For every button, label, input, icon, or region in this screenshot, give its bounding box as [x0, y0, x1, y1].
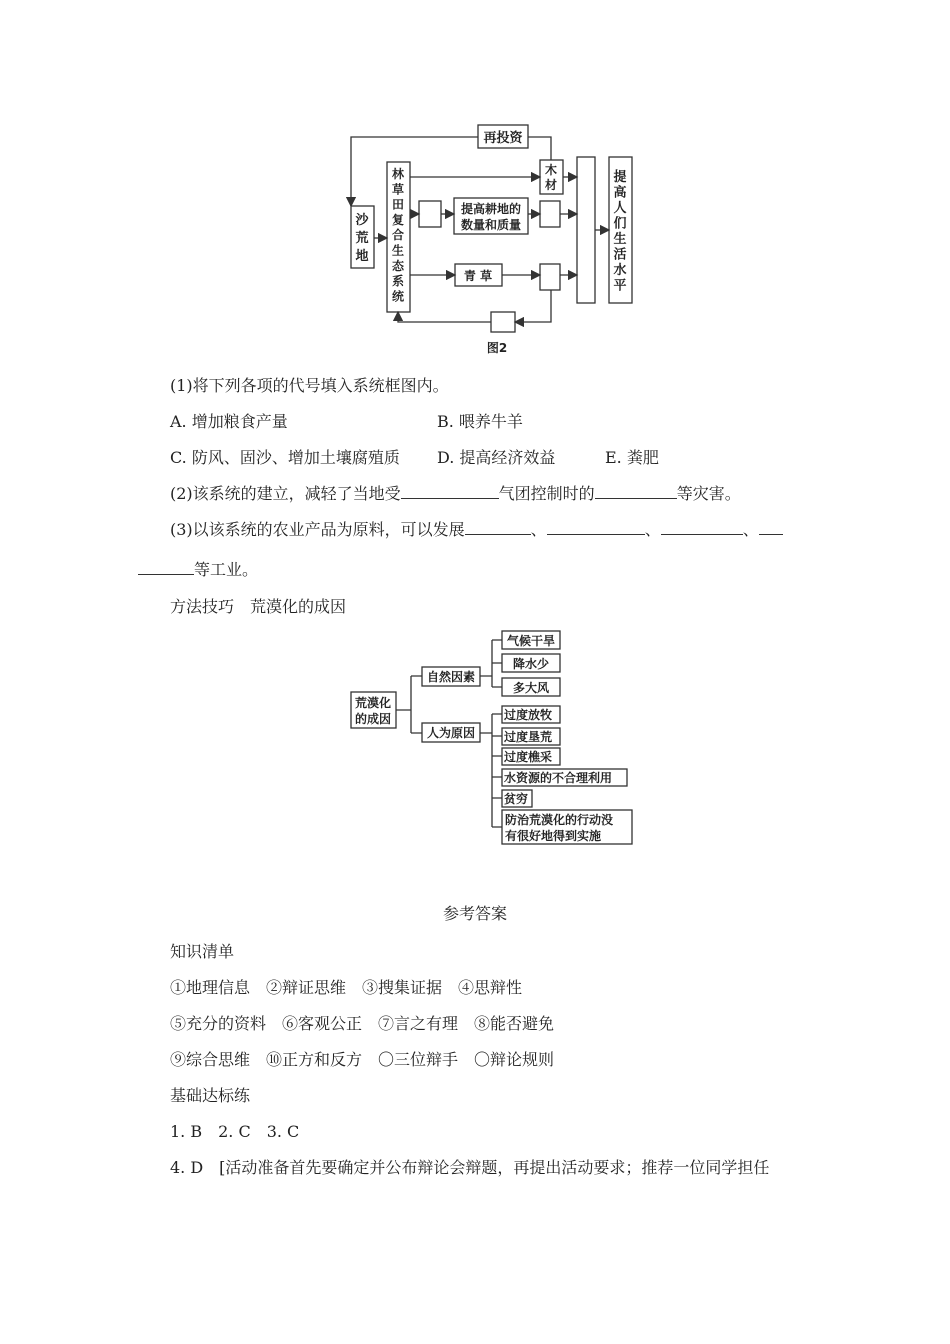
- root-line2: 的成因: [354, 712, 392, 726]
- q3-sep-1: 、: [530, 520, 547, 539]
- q1-text: (1)将下列各项的代号填入系统框图内。: [170, 376, 449, 395]
- svg-text:过度垦荒: 过度垦荒: [504, 730, 553, 744]
- answers-title: 参考答案: [442, 904, 507, 923]
- method-heading: 方法技巧 荒漠化的成因: [170, 597, 347, 616]
- sandland-label: 沙荒地: [355, 213, 369, 264]
- svg-text:气候干旱: 气候干旱: [506, 634, 556, 648]
- option-d: D. 提高经济效益: [437, 448, 556, 467]
- q3-part-a: (3)以该系统的农业产品为原料，可以发展: [170, 520, 465, 539]
- q3-line-2: [138, 560, 258, 580]
- q3-blank-3: [661, 520, 743, 535]
- option-c: C. 防风、固沙、增加土壤腐殖质: [170, 448, 400, 467]
- answer-1-3: 1. B 2. C 3. C: [170, 1122, 300, 1141]
- q2-part-a: (2)该系统的建立，减轻了当地受: [170, 484, 401, 503]
- answer-row-1: ①地理信息 ②辩证思维 ③搜集证据 ④思辩性: [170, 978, 523, 997]
- q2-line: [170, 484, 741, 504]
- natural-label: 自然因素: [426, 670, 476, 684]
- q3-sep-3: 、: [742, 520, 759, 539]
- option-b: B. 喂养牛羊: [437, 412, 523, 431]
- q3-blank-2: [547, 520, 645, 535]
- option-a: A. 增加粮食产量: [170, 412, 288, 431]
- q2-part-b: 气团控制时的: [498, 484, 595, 503]
- q3-end: 等工业。: [194, 560, 259, 579]
- svg-text:水资源的不合理利用: 水资源的不合理利用: [504, 771, 613, 785]
- q2-blank-2: [595, 484, 677, 499]
- q2-blank-1: [401, 484, 499, 499]
- improve-label: 提高人们生活水平: [613, 170, 627, 294]
- section-basic: 基础达标练: [170, 1086, 251, 1105]
- box4-to-system: [398, 312, 491, 322]
- figure2-caption: 图2: [486, 341, 508, 355]
- human-label: 人为原因: [426, 726, 476, 740]
- reinvest-label: 再投资: [483, 131, 523, 146]
- wood-label: 木材: [544, 163, 558, 192]
- svg-text:过度放牧: 过度放牧: [504, 708, 553, 722]
- farmland-line2: 数量和质量: [460, 218, 522, 232]
- svg-text:防治荒漠化的行动没: 防治荒漠化的行动没: [505, 813, 614, 827]
- empty-box-2: [540, 201, 560, 227]
- tall-empty-box: [577, 157, 595, 303]
- answer-4: 4. D [活动准备首先要确定并公布辩论会辩题，再提出活动要求；推荐一位同学担任: [170, 1158, 770, 1177]
- q3-line: [170, 520, 783, 540]
- svg-text:降水少: 降水少: [512, 657, 550, 671]
- q3-sep-2: 、: [644, 520, 661, 539]
- option-e: E. 粪肥: [605, 448, 659, 467]
- empty-box-1: [419, 201, 441, 227]
- svg-text:过度樵采: 过度樵采: [504, 750, 553, 764]
- wood-to-reinvest: [528, 137, 551, 160]
- q2-part-c: 等灾害。: [676, 484, 741, 503]
- svg-text:贫穷: 贫穷: [504, 792, 529, 806]
- section-knowledge: 知识清单: [170, 942, 235, 961]
- svg-text:多大风: 多大风: [512, 681, 550, 695]
- desertification-tree: [0, 622, 950, 852]
- empty-box-3: [540, 264, 560, 290]
- root-line1: 荒漠化: [354, 696, 392, 710]
- grass-label: 青 草: [463, 269, 493, 283]
- q3-blank-4: [759, 520, 783, 535]
- q3-blank-1: [465, 520, 531, 535]
- system-label: 林草田复合生态系统: [391, 167, 405, 304]
- farmland-line1: 提高耕地的: [460, 202, 522, 216]
- box3-to-box4: [515, 290, 551, 322]
- answer-row-2: ⑤充分的资料 ⑥客观公正 ⑦言之有理 ⑧能否避免: [170, 1014, 555, 1033]
- answer-row-3: ⑨综合思维 ⑩正方和反方 〇三位辩手 〇辩论规则: [170, 1050, 555, 1069]
- empty-box-4: [491, 312, 515, 332]
- q3-blank-4-cont: [138, 560, 194, 575]
- reinvest-to-sandland: [351, 137, 478, 206]
- svg-text:有很好地得到实施: 有很好地得到实施: [505, 829, 602, 843]
